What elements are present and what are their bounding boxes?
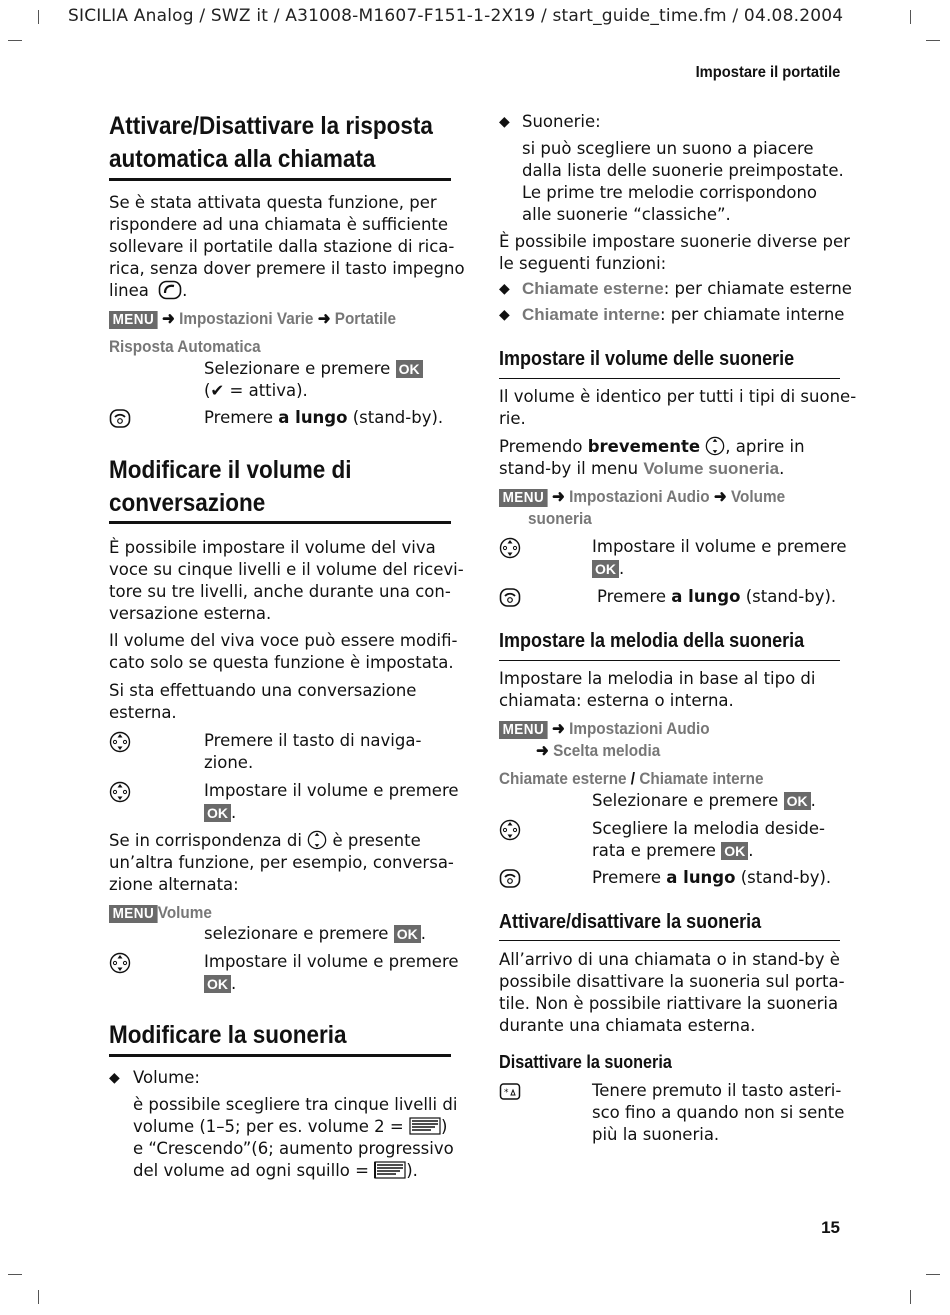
paragraph: Impostare la melodia in base al tipo di chiamata: esterna o interna. (499, 669, 816, 710)
menu-key: MENU (109, 905, 158, 923)
crop-mark (8, 1274, 22, 1275)
menu-key: MENU (499, 489, 548, 507)
menu-key: MENU (109, 311, 158, 329)
step-text: Impostare il volume e premere OK . (592, 537, 847, 578)
step-text: Selezionare e premere OK (✔ = attiva). (204, 358, 423, 402)
paragraph: Se in corrispondenza di è presente un’altra funzione, per esempio, conversa- zione alternata: (109, 831, 454, 894)
menu-path-cont: ➜ Scelta melodia (536, 741, 661, 760)
navigation-key-icon (705, 436, 725, 456)
section-title: Attivare/Disattivare la risposta automatica alla chiamata (109, 112, 433, 173)
ok-key: OK (784, 792, 811, 810)
menu-key: MENU (499, 721, 548, 739)
paragraph: si può scegliere un suono a piacere dalla lista delle suonerie preimpostate. Le prime tre melodie corrispondono alle suonerie “classiche”. (522, 139, 844, 224)
step-text: selezionare e premere OK . (204, 924, 426, 943)
section-rule (109, 521, 451, 524)
menu-path-cont: suoneria (528, 509, 592, 528)
ok-key: OK (721, 842, 748, 860)
ok-key: OK (394, 925, 421, 943)
step-text: Premere a lungo (stand-by). (592, 868, 832, 887)
step-text: Tenere premuto il tasto asteri- sco fino a quando non si sente più la suoneria. (592, 1081, 845, 1144)
step-text: Impostare il volume e premere OK . (204, 952, 459, 993)
ok-key: OK (396, 360, 423, 378)
paragraph: è possibile scegliere tra cinque livelli di volume (1–5; per es. volume 2 = ) e “Crescendo”(6; aumento progressivo del volume ad ogni squillo = ). (133, 1095, 458, 1180)
menu-path: MENU Volume (109, 902, 212, 924)
ok-key: OK (592, 560, 619, 578)
bullet-item: Chiamate interne: per chiamate interne (522, 305, 845, 324)
crop-mark (926, 40, 940, 41)
section-title: Modificare il volume di conversazione (109, 456, 352, 517)
end-call-key-icon (499, 868, 521, 890)
navigation-key-icon (109, 731, 131, 753)
ok-key: OK (204, 975, 231, 993)
crop-mark (38, 10, 39, 24)
file-header: SICILIA Analog / SWZ it / A31008-M1607-F151-1-2X19 / start_guide_time.fm / 04.08.2004 (68, 6, 844, 26)
navigation-key-icon (499, 537, 521, 559)
section-rule (499, 660, 840, 661)
bullet-diamond: ◆ (499, 281, 510, 297)
step-text: Premere il tasto di naviga- zione. (204, 731, 422, 772)
section-rule (109, 178, 451, 181)
paragraph: È possibile impostare il volume del viva voce su cinque livelli e il volume del ricevi- tore su tre livelli, anche durante una con- versazione esterna. (109, 538, 464, 623)
paragraph: Se è stata attivata questa funzione, per rispondere ad una chiamata è sufficiente sollevare il portatile dalla stazione di rica- rica, senza dover premere il tasto impegno linea . (109, 193, 465, 300)
menu-options: Chiamate esterne / Chiamate interne (499, 769, 764, 788)
subsection-title: Disattivare la suoneria (499, 1052, 672, 1072)
running-title: Impostare il portatile (695, 64, 840, 81)
bullet-item: Chiamate esterne: per chiamate esterne (522, 279, 852, 298)
bullet-diamond: ◆ (109, 1070, 120, 1086)
menu-path: MENU ➜ Impostazioni Audio (499, 718, 710, 740)
volume-level-2-icon (409, 1117, 441, 1135)
end-call-key-icon (499, 587, 521, 609)
bullet-diamond: ◆ (499, 114, 510, 130)
section-rule (499, 940, 840, 941)
end-call-key-icon (109, 408, 131, 430)
paragraph: Si sta effettuando una conversazione esterna. (109, 681, 417, 722)
bullet-title: Volume: (133, 1068, 200, 1087)
menu-path: MENU ➜ Impostazioni Audio ➜ Volume (499, 486, 785, 508)
section-rule (499, 378, 840, 379)
section-title: Impostare il volume delle suonerie (499, 348, 795, 370)
step-text: Selezionare e premere OK . (592, 791, 816, 810)
ok-key: OK (204, 804, 231, 822)
crop-mark (910, 10, 911, 24)
bullet-diamond: ◆ (499, 307, 510, 323)
paragraph: Premendo brevemente , aprire in stand-by il menu Volume suoneria. (499, 437, 805, 478)
page-number: 15 (821, 1218, 840, 1237)
menu-path: MENU ➜ Impostazioni Varie ➜ Portatile (109, 308, 396, 330)
step-text: Scegliere la melodia deside- rata e premere OK . (592, 819, 825, 860)
crop-mark (38, 1290, 39, 1304)
crop-mark (926, 1274, 940, 1275)
navigation-key-icon (307, 830, 327, 850)
bullet-title: Suonerie: (522, 112, 601, 131)
section-title: Impostare la melodia della suoneria (499, 630, 805, 652)
step-text: Premere a lungo (stand-by). (597, 587, 837, 606)
step-text: Premere a lungo (stand-by). (204, 408, 444, 427)
svg-text:*: * (504, 1088, 509, 1098)
paragraph: È possibile impostare suonerie diverse per le seguenti funzioni: (499, 232, 850, 273)
call-key-icon (158, 280, 182, 300)
paragraph: Il volume del viva voce può essere modifi- cato solo se questa funzione è impostata. (109, 631, 458, 672)
paragraph: All’arrivo di una chiamata o in stand-by è possibile disattivare la suoneria sul porta- tile. Non è possibile riattivare la suoneria durante una chiamata esterna. (499, 950, 845, 1035)
crop-mark (8, 40, 22, 41)
navigation-key-icon (109, 781, 131, 803)
paragraph: Il volume è identico per tutti i tipi di suone- rie. (499, 387, 857, 428)
menu-path-cont: Risposta Automatica (109, 337, 261, 356)
navigation-key-icon (109, 952, 131, 974)
section-rule (109, 1054, 451, 1057)
step-text: Impostare il volume e premere OK . (204, 781, 459, 822)
star-key-icon (499, 1081, 521, 1103)
section-title: Modificare la suoneria (109, 1021, 347, 1049)
navigation-key-icon (499, 819, 521, 841)
section-title: Attivare/disattivare la suoneria (499, 911, 762, 933)
volume-crescendo-icon (374, 1161, 406, 1179)
crop-mark (910, 1290, 911, 1304)
